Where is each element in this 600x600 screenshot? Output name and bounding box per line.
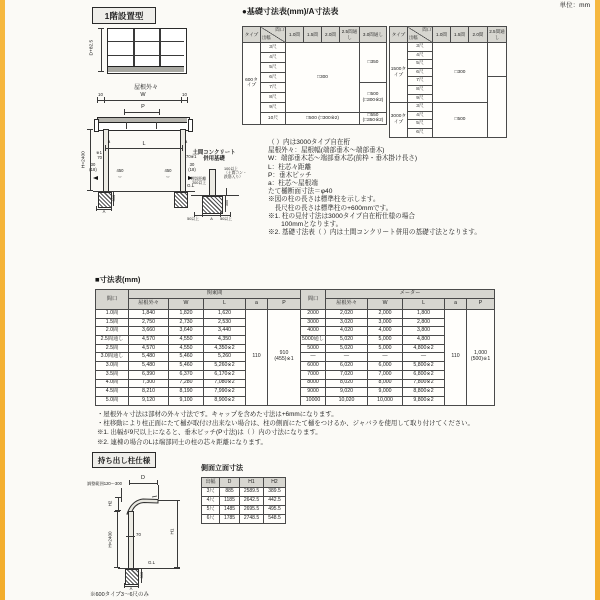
a-dim-left-label: a <box>107 139 111 144</box>
row-label-cell: 4000 <box>301 327 326 336</box>
cantilever-title: 持ち出し柱仕様 <box>92 452 156 468</box>
table-row: 5尺 <box>390 60 507 69</box>
value-cell: 7,300 <box>129 379 169 388</box>
value-cell: 9,800※2 <box>403 396 445 405</box>
roof-outer-dim-label: 屋根外々 <box>133 85 158 91</box>
value-cell: 1785 <box>220 515 240 524</box>
foundation-notes <box>268 139 594 237</box>
value-cell: 548.5 <box>264 515 286 524</box>
side-elevation-table: 出幅 D H1 H2 3尺 885 2589.5 389.5 4尺 1185 2642.5 442.5 5尺 1485 2695.5 495.5 6尺 1785 2748.5 548.5 <box>201 477 286 524</box>
note-line: ※2. 連棟の場合のLは端部同士の柱の芯々距離になります。 <box>97 438 267 446</box>
side-table-body <box>202 488 286 524</box>
note-line: ※1. 出幅が9尺以上になると、垂木ピッチ(P寸法)は（ ）内の寸法になります。 <box>97 429 322 437</box>
value-cell: 2589.5 <box>240 488 264 497</box>
unit-label: 単位：mm <box>559 2 590 9</box>
row-label-cell: 4.0間 <box>96 379 129 388</box>
value-cell: — <box>368 353 403 362</box>
row-label-cell: — <box>301 353 326 362</box>
value-cell: 8,900※2 <box>204 396 246 405</box>
gl-label: G.L <box>187 183 195 188</box>
p-value-line: (455)※1 <box>274 356 294 363</box>
double-arrow-icon: ⇔ <box>117 173 123 180</box>
note-line: W：端部垂木芯〜端部垂木芯(前枠・垂木掛け長さ) <box>268 155 418 163</box>
value-cell: 495.5 <box>264 506 286 515</box>
span-dim-label: L <box>142 141 146 147</box>
value-cell: 3,000 <box>368 318 403 327</box>
value-cell: 1485 <box>220 506 240 515</box>
a-value-cell: 110 <box>246 310 268 406</box>
table-row: 3000タイプ 3尺 □500 <box>390 103 507 112</box>
value-cell: 7,080※2 <box>204 379 246 388</box>
note-line: a：柱芯〜屋根端 <box>268 180 318 188</box>
value-cell: 1,620 <box>204 310 246 319</box>
row-label-cell: 5000 <box>301 344 326 353</box>
footing-depth-label: 300 <box>138 571 144 579</box>
value-cell: 5,260 <box>204 353 246 362</box>
h2-dim-label: H2 <box>107 500 113 507</box>
note-line: 屋根外々：屋根幅(端部垂木〜端部垂木) <box>268 147 385 155</box>
side-table-row <box>202 515 286 524</box>
p-value-cell <box>467 310 495 406</box>
value-cell: 4,550 <box>169 344 204 353</box>
note-line: ※図の柱の長さは標準柱を示します。 <box>268 196 380 204</box>
value-cell: 3,660 <box>129 327 169 336</box>
row-label-cell: 2.5間通し <box>96 336 129 345</box>
value-cell: 4,800 <box>403 336 445 345</box>
value-cell: 7,280 <box>169 379 204 388</box>
roof-end-cap-right <box>188 119 193 132</box>
value-cell: 8,800※2 <box>403 388 445 397</box>
roof-front-fascia <box>98 118 187 123</box>
table-row: 4尺 <box>390 51 507 60</box>
table-row: 7尺 <box>390 77 507 86</box>
row-label-cell: 1.0間 <box>96 310 129 319</box>
row-label-cell: 5.0間 <box>96 396 129 405</box>
value-cell: 8,190 <box>169 388 204 397</box>
a-dim-right-label: a <box>184 139 188 144</box>
dimension-table-row <box>96 310 495 319</box>
table-row: 8尺 <box>390 85 507 94</box>
note-line: L：柱芯々距離 <box>268 163 312 171</box>
dimension-table-notes <box>97 410 587 447</box>
value-cell: 3,800 <box>403 327 445 336</box>
diagonal-header-cell: 間口 出幅 <box>408 27 433 43</box>
value-cell: 9,000 <box>368 388 403 397</box>
move-callout-left: 30 (18) <box>89 162 97 172</box>
value-cell: 389.5 <box>264 488 286 497</box>
table-row: 5尺 <box>390 120 507 129</box>
value-cell: 5,480 <box>129 353 169 362</box>
value-cell: 1,840 <box>129 310 169 319</box>
table-row: 4尺 <box>390 111 507 120</box>
slide-callout-right: 450 ⇔ <box>160 169 176 180</box>
left-edge-strip <box>0 0 5 600</box>
type-col-header: タイプ <box>390 27 408 43</box>
row-label-cell: 6000 <box>301 362 326 371</box>
adjust-range-label: 調整範囲120〜300 <box>87 481 122 486</box>
footing-right <box>174 192 188 208</box>
plan-front-beam <box>108 66 184 72</box>
value-cell: 7,990※2 <box>204 388 246 397</box>
d-dim-label: D <box>141 475 145 481</box>
a-value-cell: 110 <box>445 310 467 406</box>
row-label-cell: 2.0間 <box>96 327 129 336</box>
side-table-row <box>202 506 286 515</box>
empty-cell <box>488 77 507 137</box>
empty-cell <box>488 43 507 77</box>
arrow-left-icon <box>93 176 98 180</box>
foundation-table-600: タイプ 間口 出幅 1.0間 1.5間 2.0間 2.5間通し 3.0間通し 600タイプ 3尺 □300 □350 4尺 5尺 6尺 7尺 □500 (□300※2) 8尺 9尺 10尺 □500 (□300※2) □550 (□350※2) <box>242 26 387 125</box>
value-cell: □550 (□350※2) <box>360 113 387 125</box>
value-cell: 8,210 <box>129 388 169 397</box>
value-cell: 885 <box>220 488 240 497</box>
value-cell: 5尺 <box>202 506 220 515</box>
row-label-cell: 2.5間 <box>96 344 129 353</box>
table-row: 9尺 <box>243 103 387 113</box>
value-cell: 10,000 <box>368 396 403 405</box>
value-cell: 5,000 <box>368 344 403 353</box>
table-row: 10尺 □500 (□300※2) □550 (□350※2) <box>243 113 387 125</box>
value-cell: 3,640 <box>169 327 204 336</box>
diagonal-header-cell: 間口 出幅 <box>261 27 286 43</box>
value-cell: 8,000 <box>368 379 403 388</box>
value-cell: 3,440 <box>204 327 246 336</box>
note-line: （ ）内は3000タイプ自在桁 <box>268 139 351 146</box>
value-cell: 5,460 <box>169 362 204 371</box>
value-cell: 2695.5 <box>240 506 264 515</box>
value-cell: 6,170※2 <box>204 370 246 379</box>
detail-depth-label: 300 <box>224 199 229 207</box>
note-line: たて樋断面寸法＝φ40 <box>268 188 333 196</box>
row-label-cell: 10000 <box>301 396 326 405</box>
value-cell: 5,480 <box>129 362 169 371</box>
value-cell: 9,100 <box>169 396 204 405</box>
table-row: 6尺 <box>390 128 507 137</box>
value-cell: 6,020 <box>326 362 368 371</box>
cantilever-post <box>128 511 134 570</box>
value-cell: 2,020 <box>326 310 368 319</box>
dimension-table-body <box>96 310 495 406</box>
value-cell: 6尺 <box>202 515 220 524</box>
note-line: P：垂木ピッチ <box>268 171 312 179</box>
width-dim-label: W <box>140 92 146 98</box>
side-table-row <box>202 488 286 497</box>
value-cell: 4,570 <box>129 344 169 353</box>
value-cell: 5,020 <box>326 344 368 353</box>
value-cell: 2,530 <box>204 318 246 327</box>
dimension-table-title: ■寸法表(mm) <box>95 275 141 284</box>
pitch-dim-label: P <box>141 104 145 110</box>
row-label-cell: 3.0間 <box>96 362 129 371</box>
move-callout-right: 30 (18) <box>188 162 196 172</box>
table-row: 7尺 □500 (□300※2) <box>243 83 387 93</box>
right-edge-strip <box>595 0 600 600</box>
note-line: 長尺柱の長さは標準柱の+600mmです。 <box>268 204 393 212</box>
value-cell: 7,800※2 <box>403 379 445 388</box>
value-cell: 2,750 <box>129 318 169 327</box>
cantilever-footing <box>125 569 139 585</box>
value-cell: 2748.5 <box>240 515 264 524</box>
type-col-header: タイプ <box>243 27 261 43</box>
side-table-row <box>202 497 286 506</box>
value-cell: 4,350 <box>204 336 246 345</box>
table-row: 6尺 <box>390 68 507 77</box>
foundation-table-title: ●基礎寸法表(mm)/A寸法表 <box>242 7 339 16</box>
value-cell: 2642.5 <box>240 497 264 506</box>
offset-right-label: 10 <box>182 92 187 97</box>
dimension-table: 間口 関東間 間口 メーター 屋根外々 W L a P 屋根外々 W L a P 1.0間 1,840 1,820 1,620 110 910 (455)※1 2000 2,020 2,000 1,800 110 1,000 (500)※1 1.5間 2,750 2,730 2,530 3000 3,020 3,000 2,800 2.0間 3,660 3,640 3,440 4000 4,020 4,000 3,800 2.5間通し 4,570 4,550 4,350 5000通し 5,020 5,000 4,800 2.5間 4,570 4,550 4,350※2 5000 5,020 5,000 4,800※2 3.0間通し 5,480 5,460 5,260 — — — — 3.0間 5,480 5,460 5,260※2 6000 6,020 6,000 5,800※2 3.5間 6,390 6,370 6,170※2 7000 7,020 7,000 6,800※2 4.0間 7,300 7,280 7,080※2 8000 8,020 8,000 7,800※2 4.5間 8,210 8,190 7,990※2 9000 9,020 9,000 8,800※2 5.0間 9,120 9,100 8,900※2 10000 10,020 10,000 9,800※2 <box>95 289 495 406</box>
row-label-cell: 3000 <box>301 318 326 327</box>
value-cell: 2,800 <box>403 318 445 327</box>
value-cell: 442.5 <box>264 497 286 506</box>
footing-depth-label: 300 <box>110 194 116 202</box>
value-cell: 7,000 <box>368 370 403 379</box>
row-label-cell: 3.5間 <box>96 370 129 379</box>
row-label-cell: 5000通し <box>301 336 326 345</box>
row-label-cell: 3.0間通し <box>96 353 129 362</box>
note-line: ・屋根外々寸法は部材の外々寸法です。キャップを含めた寸法は+6mmになります。 <box>97 411 338 418</box>
cantilever-note: ※600タイプ3〜6尺のみ <box>90 592 150 598</box>
value-cell: — <box>326 353 368 362</box>
value-cell: 1,800 <box>403 310 445 319</box>
footing-width-label: A <box>102 209 106 214</box>
table-row: 600タイプ 3尺 □300 □350 <box>243 43 387 53</box>
detail-post-stub <box>209 169 216 197</box>
row-label-cell: 9000 <box>301 388 326 397</box>
note-line: ・柱移動により柱正面にたて樋が取付け出来ない場合は、柱の側面にたて樋をつけるか、ジャバラを使用して取り付けてください。 <box>97 420 474 428</box>
offset-left-label: 10 <box>98 92 103 97</box>
detail-right-label: 100以上 〈土間コン・ 鉄筋入り〉 <box>224 167 247 180</box>
type-cell: 3000タイプ <box>390 103 408 137</box>
row-label-cell: 4.5間 <box>96 388 129 397</box>
value-cell: 8,020 <box>326 379 368 388</box>
detail-left-label: 埋設距離 200以上 <box>190 177 206 186</box>
row-label-cell: 1.5間 <box>96 318 129 327</box>
p-value-cell <box>268 310 301 406</box>
table-row: 1500タイプ 3尺 □300 <box>390 43 507 52</box>
footing-width-label: A <box>129 586 133 591</box>
value-cell: 2,000 <box>368 310 403 319</box>
table-row: 6尺 <box>243 73 387 83</box>
value-cell: 5,000 <box>368 336 403 345</box>
detail-bottom-mid-label: A <box>210 217 213 221</box>
detail-bottom-right-label: 50以上 <box>220 217 232 221</box>
row-label-cell: 7000 <box>301 370 326 379</box>
type-cell: 600タイプ <box>243 43 261 125</box>
group-header-meter: メーター <box>326 290 495 299</box>
post-width-label: 70 <box>136 532 141 537</box>
slide-callout-left: 450 ⇔ <box>112 169 128 180</box>
table-row: 4尺 <box>243 53 387 63</box>
value-cell: 6,370 <box>169 370 204 379</box>
note-line: ※1. 柱の見付寸法は3000タイプ自在桁仕様の場合 <box>268 212 415 220</box>
value-cell: — <box>403 353 445 362</box>
value-cell: 2,730 <box>169 318 204 327</box>
plan-depth-dim-label: D+82.5 <box>89 39 95 56</box>
value-cell: 6,800※2 <box>403 370 445 379</box>
h-dim-label: H=2400 <box>107 531 113 548</box>
p-value-line: 910 <box>279 350 289 357</box>
value-cell: 4,800※2 <box>403 344 445 353</box>
value-cell: 4,550 <box>169 336 204 345</box>
install-type-title: 1階設置型 <box>92 7 156 24</box>
group-header-kanto: 関東間 <box>129 290 301 299</box>
post-height-dim-label: H=2400 <box>81 151 87 169</box>
gl-label: G.L <box>148 560 156 565</box>
note-line: ※2. 基礎寸法表（ ）内は土間コンクリート併用の基礎寸法となります。 <box>268 229 481 237</box>
value-cell: 4,350※2 <box>204 344 246 353</box>
value-cell: 5,800※2 <box>403 362 445 371</box>
value-cell: 5,460 <box>169 353 204 362</box>
value-cell: 1185 <box>220 497 240 506</box>
value-cell: 4尺 <box>202 497 220 506</box>
value-cell: 4,570 <box>129 336 169 345</box>
row-label-cell: 8000 <box>301 379 326 388</box>
p-value-line: 1,000 <box>474 350 488 357</box>
value-cell: 6,000 <box>368 362 403 371</box>
p-value-line: (500)※1 <box>470 356 491 363</box>
value-cell: 4,000 <box>368 327 403 336</box>
note-line: 100mmとなります。 <box>268 221 343 229</box>
type-cell: 1500タイプ <box>390 43 408 103</box>
post-note-left: ※1 70 <box>96 150 102 160</box>
value-cell: 4,020 <box>326 327 368 336</box>
value-cell: 3,020 <box>326 318 368 327</box>
post-note-right: 70※1 <box>186 154 197 159</box>
roof-end-cap-left <box>94 119 99 132</box>
value-cell: 5,020 <box>326 336 368 345</box>
detail-bottom-left-label: 50以上 <box>187 217 199 221</box>
value-cell: 5,260※2 <box>204 362 246 371</box>
h1-dim-label: H1 <box>169 528 175 535</box>
side-table-title: 側面立面寸法 <box>201 465 243 472</box>
value-cell: 1,820 <box>169 310 204 319</box>
value-cell: 3尺 <box>202 488 220 497</box>
double-arrow-icon: ⇔ <box>165 173 171 180</box>
foundation-detail-title: 土間コンクリート 併用基礎 <box>192 150 236 162</box>
value-cell: 6,390 <box>129 370 169 379</box>
table-row: 8尺 <box>243 93 387 103</box>
row-label-cell: 2000 <box>301 310 326 319</box>
value-cell: 9,120 <box>129 396 169 405</box>
value-cell: □500 (□300※2) <box>360 83 387 113</box>
table-row: 5尺 <box>243 63 387 73</box>
table-row: 9尺 <box>390 94 507 103</box>
value-cell: 10,020 <box>326 396 368 405</box>
value-cell: 9,020 <box>326 388 368 397</box>
value-cell: 7,020 <box>326 370 368 379</box>
foundation-table-1500-3000: タイプ 間口 出幅 1.0間 1.5間 2.0間 2.5間通し 1500タイプ 3尺 □300 4尺 5尺 6尺 7尺 8尺 9尺 3000タイプ 3尺 □500 4尺 5尺 6尺 <box>389 26 507 138</box>
